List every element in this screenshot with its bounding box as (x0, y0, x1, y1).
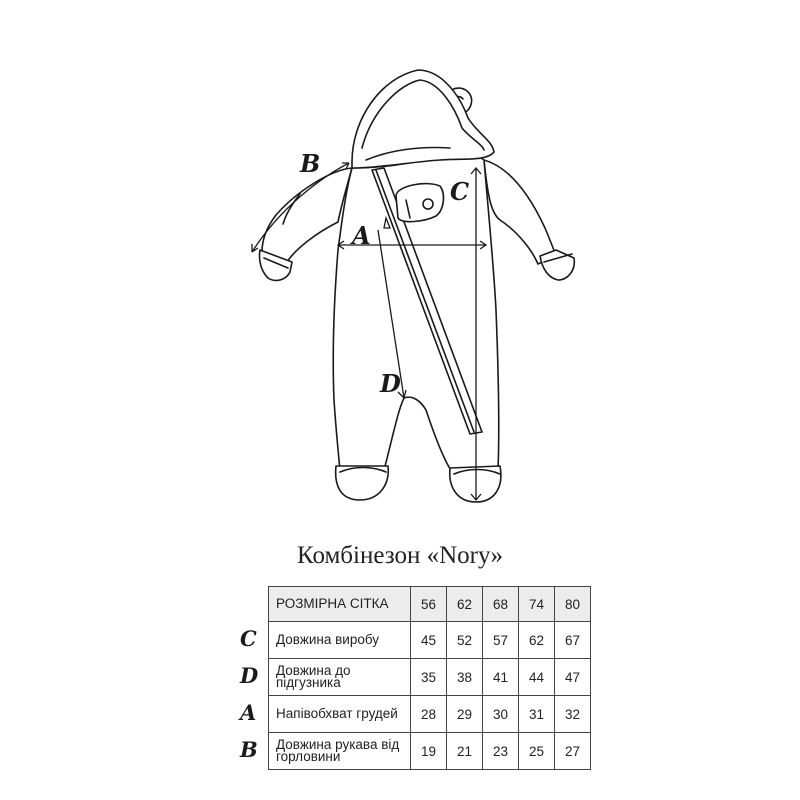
product-title: Комбінезон «Nory» (297, 542, 503, 569)
row-letter-b: B (240, 737, 258, 762)
table-row (269, 659, 591, 696)
foot-right (450, 466, 501, 502)
table-cell: 47 (555, 659, 591, 696)
size-chart-table (268, 586, 591, 770)
table-cell: 19 (411, 733, 447, 770)
table-cell: 57 (483, 622, 519, 659)
table-header-label: РОЗМІРНА СІТКА (269, 587, 411, 622)
table-cell: 28 (411, 696, 447, 733)
right-sleeve (484, 160, 574, 280)
table-header-row (269, 587, 591, 622)
label-c: C (450, 177, 470, 206)
row-label: Довжина рукава від горловини (269, 733, 411, 770)
table-cell: 30 (483, 696, 519, 733)
table-cell: 38 (447, 659, 483, 696)
table-cell: 32 (555, 696, 591, 733)
table-row (269, 733, 591, 770)
table-cell: 41 (483, 659, 519, 696)
table-cell: 52 (447, 622, 483, 659)
table-cell: 25 (519, 733, 555, 770)
table-cell: 29 (447, 696, 483, 733)
size-header: 74 (519, 587, 555, 622)
label-a: A (352, 221, 371, 250)
table-cell: 62 (519, 622, 555, 659)
row-label: Довжина виробу (269, 622, 411, 659)
collar-tab (396, 184, 443, 222)
table-cell: 67 (555, 622, 591, 659)
foot-left (336, 466, 389, 500)
label-d: D (380, 369, 401, 398)
size-header: 62 (447, 587, 483, 622)
table-row (269, 622, 591, 659)
table-row (269, 696, 591, 733)
row-label: Довжина до підгузника (269, 659, 411, 696)
table-cell: 45 (411, 622, 447, 659)
row-label: Напівобхват грудей (269, 696, 411, 733)
hood (352, 70, 494, 168)
table-cell: 21 (447, 733, 483, 770)
table-cell: 44 (519, 659, 555, 696)
table-cell: 35 (411, 659, 447, 696)
table-cell: 23 (483, 733, 519, 770)
size-header: 80 (555, 587, 591, 622)
label-b: B (300, 149, 321, 178)
table-cell: 31 (519, 696, 555, 733)
size-header: 68 (483, 587, 519, 622)
row-letter-c: C (240, 626, 257, 651)
row-letter-a: A (240, 700, 257, 725)
row-letter-d: D (240, 663, 259, 688)
table-cell: 27 (555, 733, 591, 770)
size-header: 56 (411, 587, 447, 622)
